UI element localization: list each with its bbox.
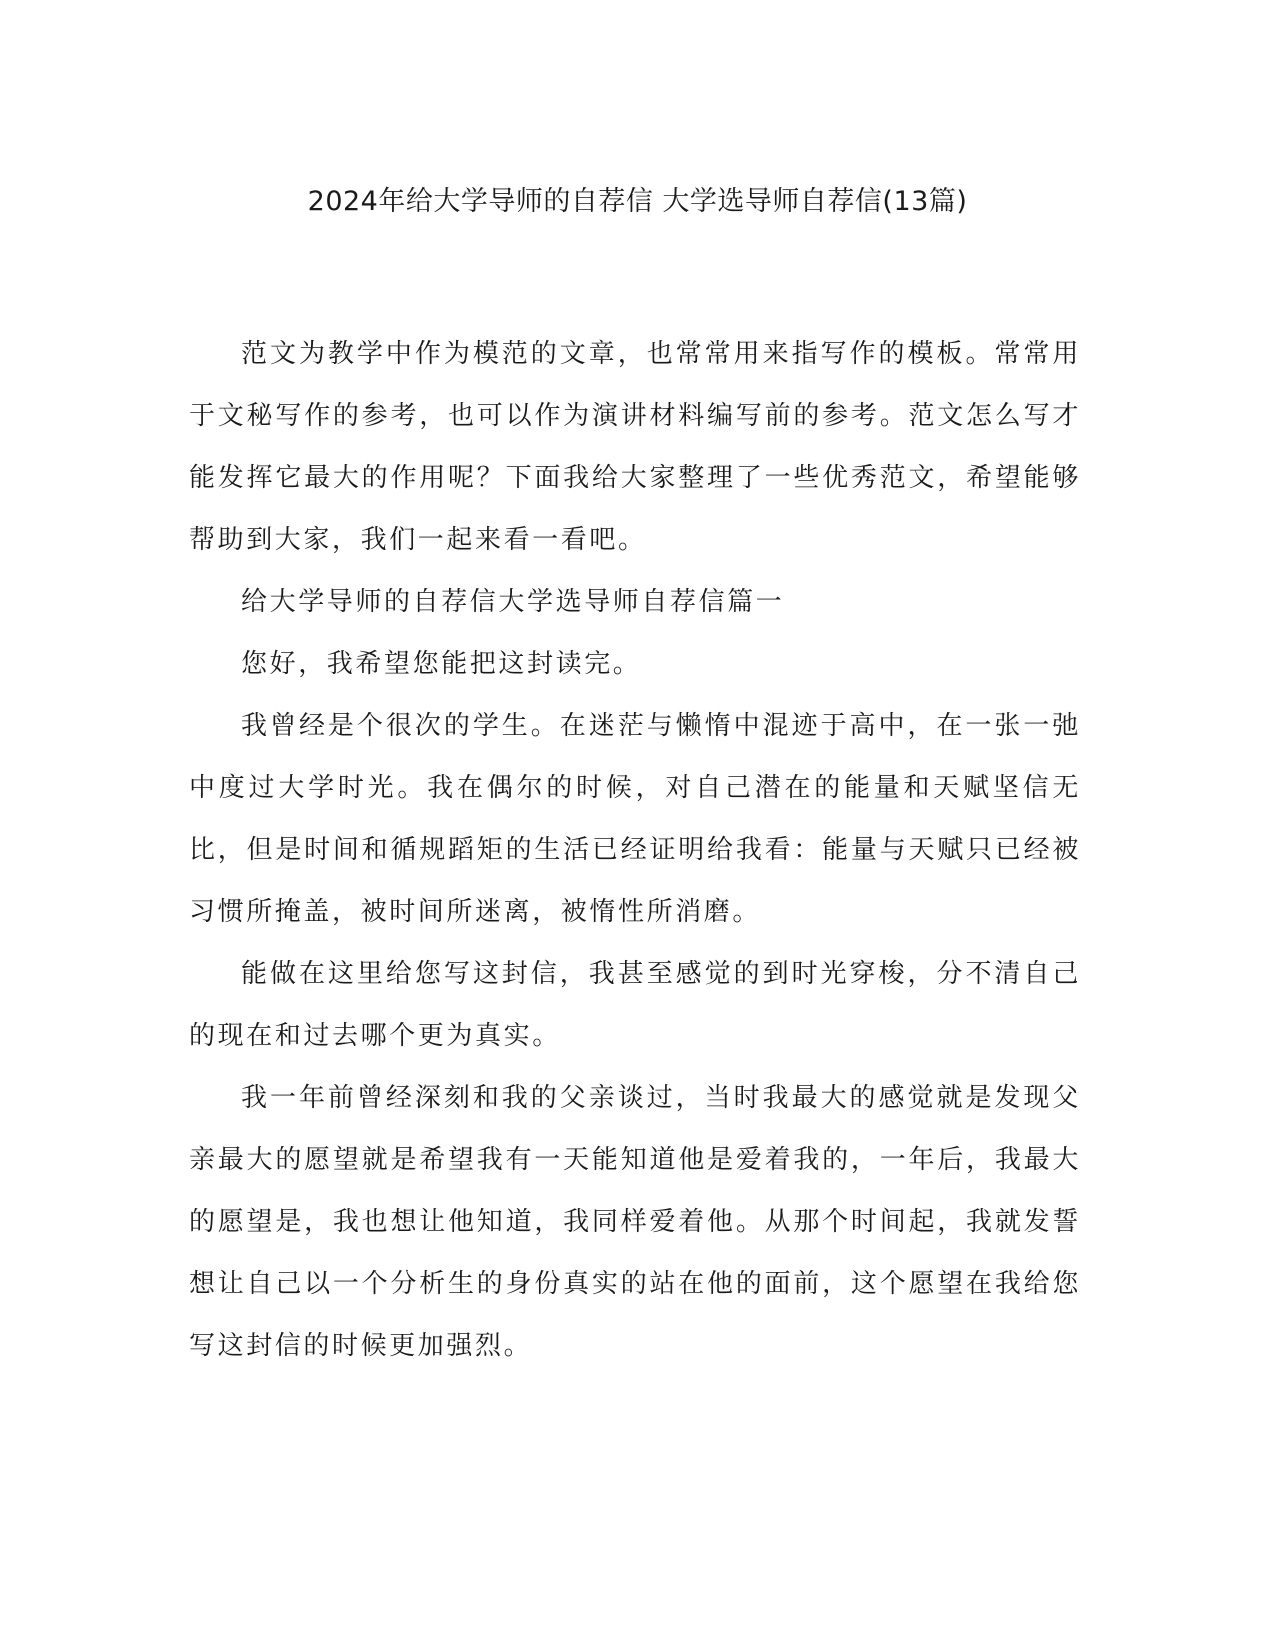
- section-heading: 给大学导师的自荐信大学选导师自荐信篇一: [241, 587, 785, 617]
- document-body: [189, 323, 1081, 1377]
- body-paragraph: 我一年前曾经深刻和我的父亲谈过，当时我最大的感觉就是发现父亲最大的愿望就是希望我有一天能知道他是爱着我的，一年后，我最大的愿望是，我也想让他知道，我同样爱着他。从那个时间起，我就发誓想让自己以一个分析生的身份真实的站在他的面前，这个愿望在我给您写这封信的时候更加强烈。: [189, 1083, 1081, 1361]
- greeting-paragraph: 您好，我希望您能把这封读完。: [241, 649, 642, 679]
- intro-paragraph: 范文为教学中作为模范的文章，也常常用来指写作的模板。常常用于文秘写作的参考，也可以作为演讲材料编写前的参考。范文怎么写才能发挥它最大的作用呢？下面我给大家整理了一些优秀范文，希望能够帮助到大家，我们一起来看一看吧。: [189, 339, 1081, 555]
- body-paragraph: 能做在这里给您写这封信，我甚至感觉的到时光穿梭，分不清自己的现在和过去哪个更为真实。: [189, 959, 1081, 1051]
- body-paragraph: 我曾经是个很次的学生。在迷茫与懒惰中混迹于高中，在一张一弛中度过大学时光。我在偶尔的时候，对自己潜在的能量和天赋坚信无比，但是时间和循规蹈矩的生活已经证明给我看：能量与天赋只已经被习惯所掩盖，被时间所迷离，被惰性所消磨。: [189, 711, 1081, 927]
- document-title: 2024年给大学导师的自荐信 大学选导师自荐信(13篇): [307, 186, 968, 217]
